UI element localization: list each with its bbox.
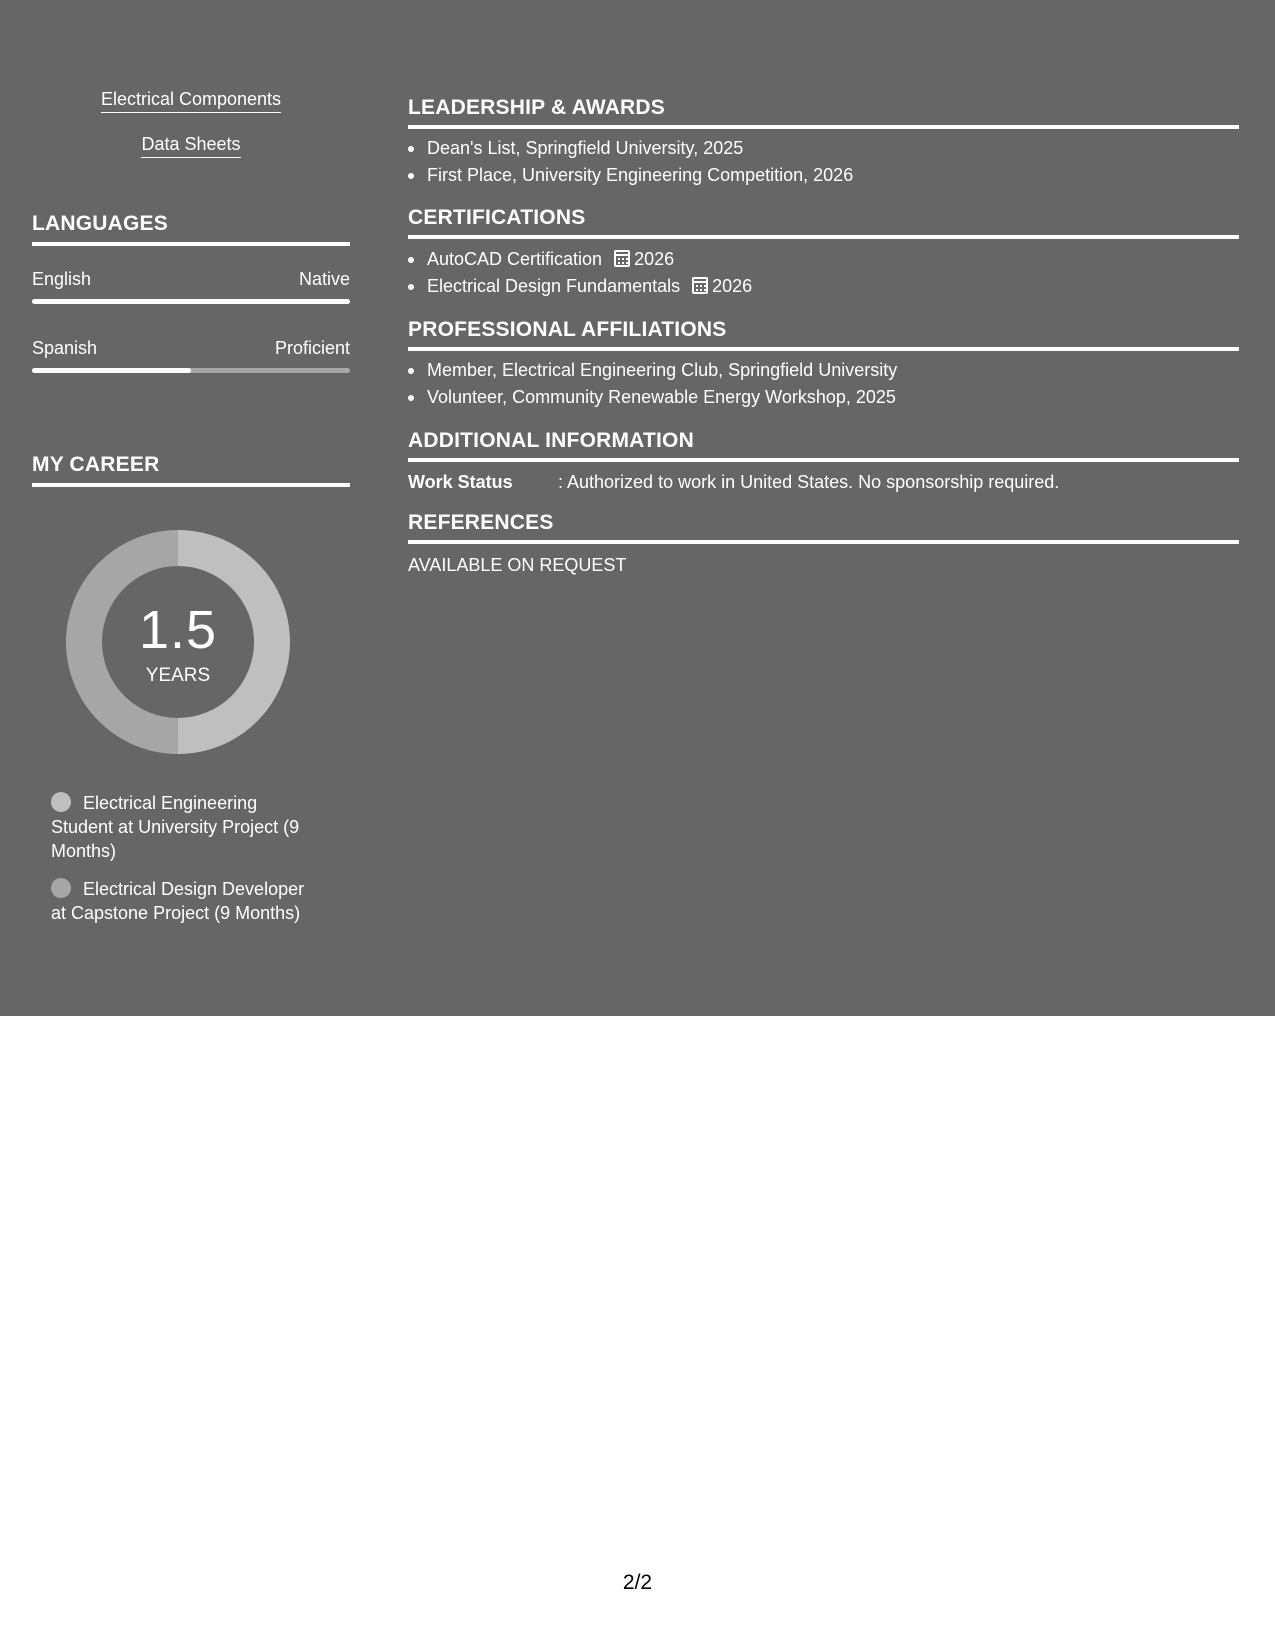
career-heading: MY CAREER	[32, 452, 350, 487]
calendar-icon	[614, 250, 630, 267]
affiliations-list	[408, 357, 1239, 411]
language-english	[32, 268, 350, 290]
certification-name: Electrical Design Fundamentals	[427, 276, 681, 296]
language-english-bar	[32, 299, 350, 304]
calendar-icon	[692, 277, 708, 294]
list-item	[408, 273, 1239, 300]
certification-year: 2026	[712, 276, 753, 296]
certification-year: 2026	[634, 249, 675, 269]
career-item-label: Electrical Design Developer at Capstone Project (9 Months)	[51, 879, 305, 923]
skill-electrical-components[interactable]: Electrical Components	[32, 88, 350, 113]
language-name: English	[32, 269, 92, 289]
language-level: Proficient	[274, 338, 350, 358]
work-status-label: Work Status	[408, 472, 513, 492]
list-item: Volunteer, Community Renewable Energy Workshop, 2025	[408, 384, 1239, 411]
work-status-value: : Authorized to work in United States. No sponsorship required.	[558, 472, 1060, 492]
career-legend-dot	[51, 792, 71, 812]
languages-heading: LANGUAGES	[32, 211, 350, 246]
page-number: 2/2	[622, 1571, 653, 1594]
references-heading: REFERENCES	[408, 510, 1239, 544]
career-legend-dot	[51, 878, 71, 898]
certification-name: AutoCAD Certification	[427, 249, 603, 269]
list-item	[408, 246, 1239, 273]
career-total	[66, 530, 290, 754]
career-item-developer	[51, 877, 321, 925]
language-level: Native	[298, 269, 350, 289]
additional-info-heading: ADDITIONAL INFORMATION	[408, 428, 1239, 462]
list-item: Dean's List, Springfield University, 2025	[408, 135, 1239, 162]
affiliations-heading: PROFESSIONAL AFFILIATIONS	[408, 317, 1239, 351]
skill-data-sheets[interactable]: Data Sheets	[32, 133, 350, 158]
language-english-fill	[32, 299, 350, 304]
work-status-row	[408, 470, 1239, 494]
career-item-student	[51, 791, 321, 863]
language-spanish-bar	[32, 368, 350, 373]
career-item-label: Electrical Engineering Student at University Project (9 Months)	[51, 793, 300, 861]
list-item: Member, Electrical Engineering Club, Springfield University	[408, 357, 1239, 384]
references-text: AVAILABLE ON REQUEST	[408, 555, 627, 575]
language-spanish-fill	[32, 368, 191, 373]
career-total-unit: YEARS	[145, 665, 211, 686]
list-item: First Place, University Engineering Competition, 2026	[408, 162, 1239, 189]
certifications-heading: CERTIFICATIONS	[408, 205, 1239, 239]
language-spanish	[32, 337, 350, 359]
leadership-heading: LEADERSHIP & AWARDS	[408, 95, 1239, 129]
certifications-list	[408, 246, 1239, 300]
career-total-value: 1.5	[138, 600, 218, 660]
language-name: Spanish	[32, 338, 98, 358]
leadership-list	[408, 135, 1239, 189]
